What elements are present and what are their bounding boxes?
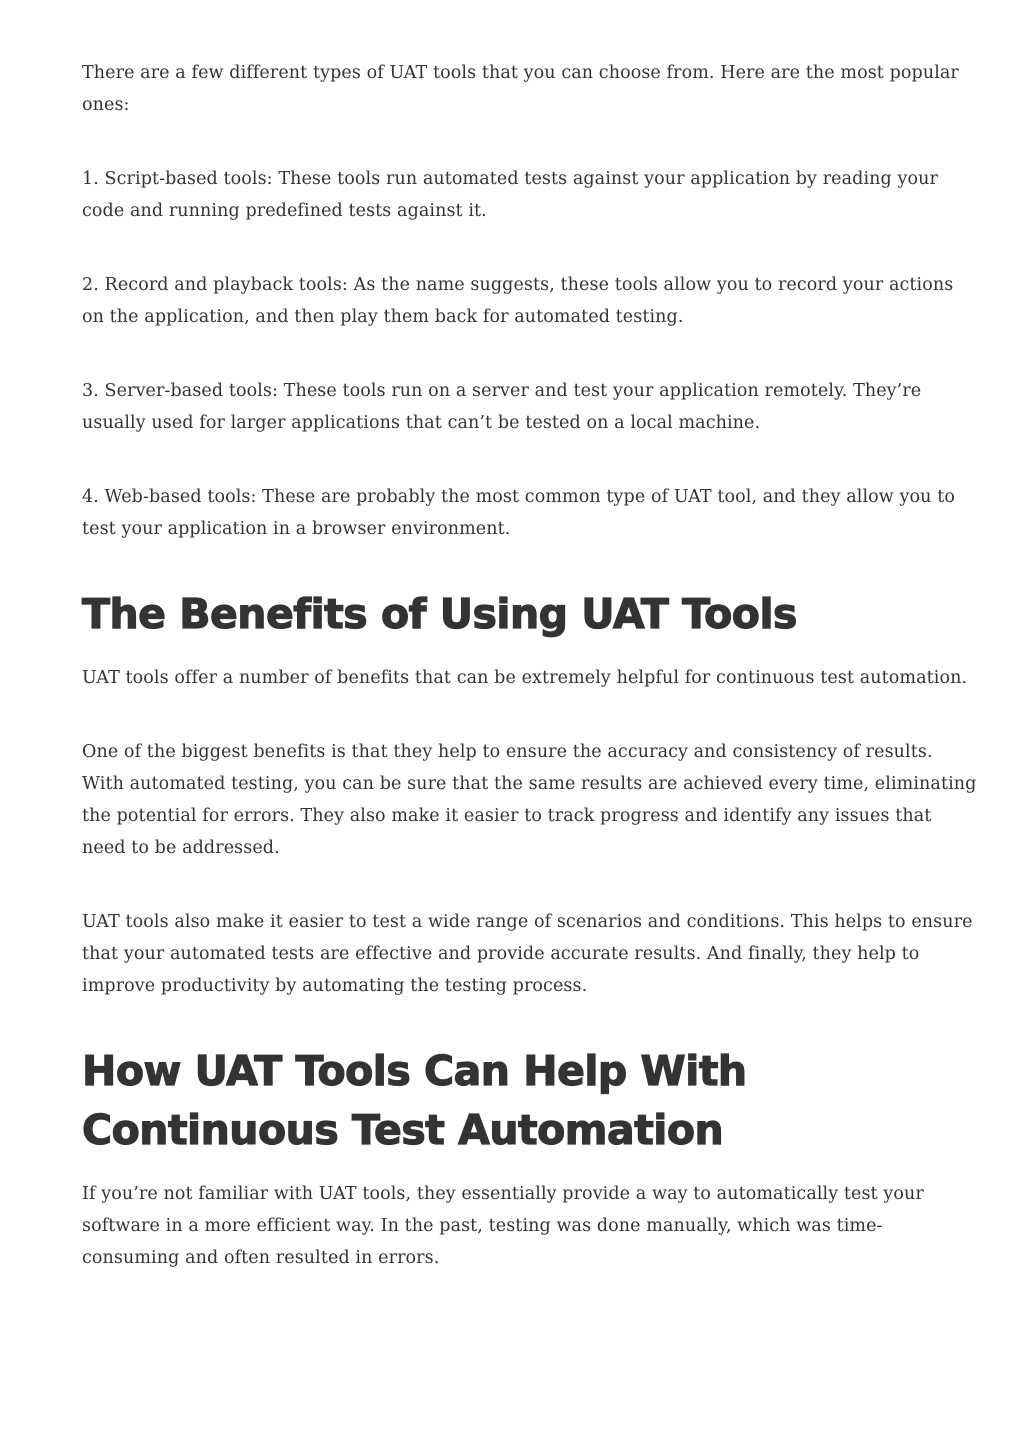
tool-type-script-based: 1. Script-based tools: These tools run automated tests against your application by reading your code and running predefined tests against it. (82, 169, 938, 221)
tool-type-web-based: 4. Web-based tools: These are probably the most common type of UAT tool, and they allow you to test your application in a browser environment. (82, 487, 955, 539)
continuous-automation-paragraph: If you’re not familiar with UAT tools, they essentially provide a way to automatically test your software in a more efficient way. In the past, testing was done manually, which was time-consuming and often resulted in errors. (82, 1184, 924, 1268)
benefits-paragraph: UAT tools also make it easier to test a wide range of scenarios and conditions. This helps to ensure that your automated tests are effective and provide accurate results. And finally, they help to improve productivity by automating the testing process. (82, 912, 973, 996)
benefits-heading: The Benefits of Using UAT Tools (82, 590, 797, 638)
continuous-automation-heading: How UAT Tools Can Help With Continuous Test Automation (82, 1047, 747, 1154)
tool-type-server-based: 3. Server-based tools: These tools run on a server and test your application remotely. They’re usually used for larger applications that can’t be tested on a local machine. (82, 381, 922, 433)
intro-paragraph: There are a few different types of UAT tools that you can choose from. Here are the most popular ones: (82, 63, 959, 115)
benefits-paragraph: UAT tools offer a number of benefits that can be extremely helpful for continuous test automation. (82, 668, 968, 688)
article-body (82, 57, 977, 1316)
benefits-paragraph: One of the biggest benefits is that they help to ensure the accuracy and consistency of results. With automated testing, you can be sure that the same results are achieved every time, eliminating the potential for errors. They also make it easier to track progress and identify any issues that need to be addressed. (82, 742, 977, 858)
tool-type-record-playback: 2. Record and playback tools: As the name suggests, these tools allow you to record your actions on the application, and then play them back for automated testing. (82, 275, 954, 327)
